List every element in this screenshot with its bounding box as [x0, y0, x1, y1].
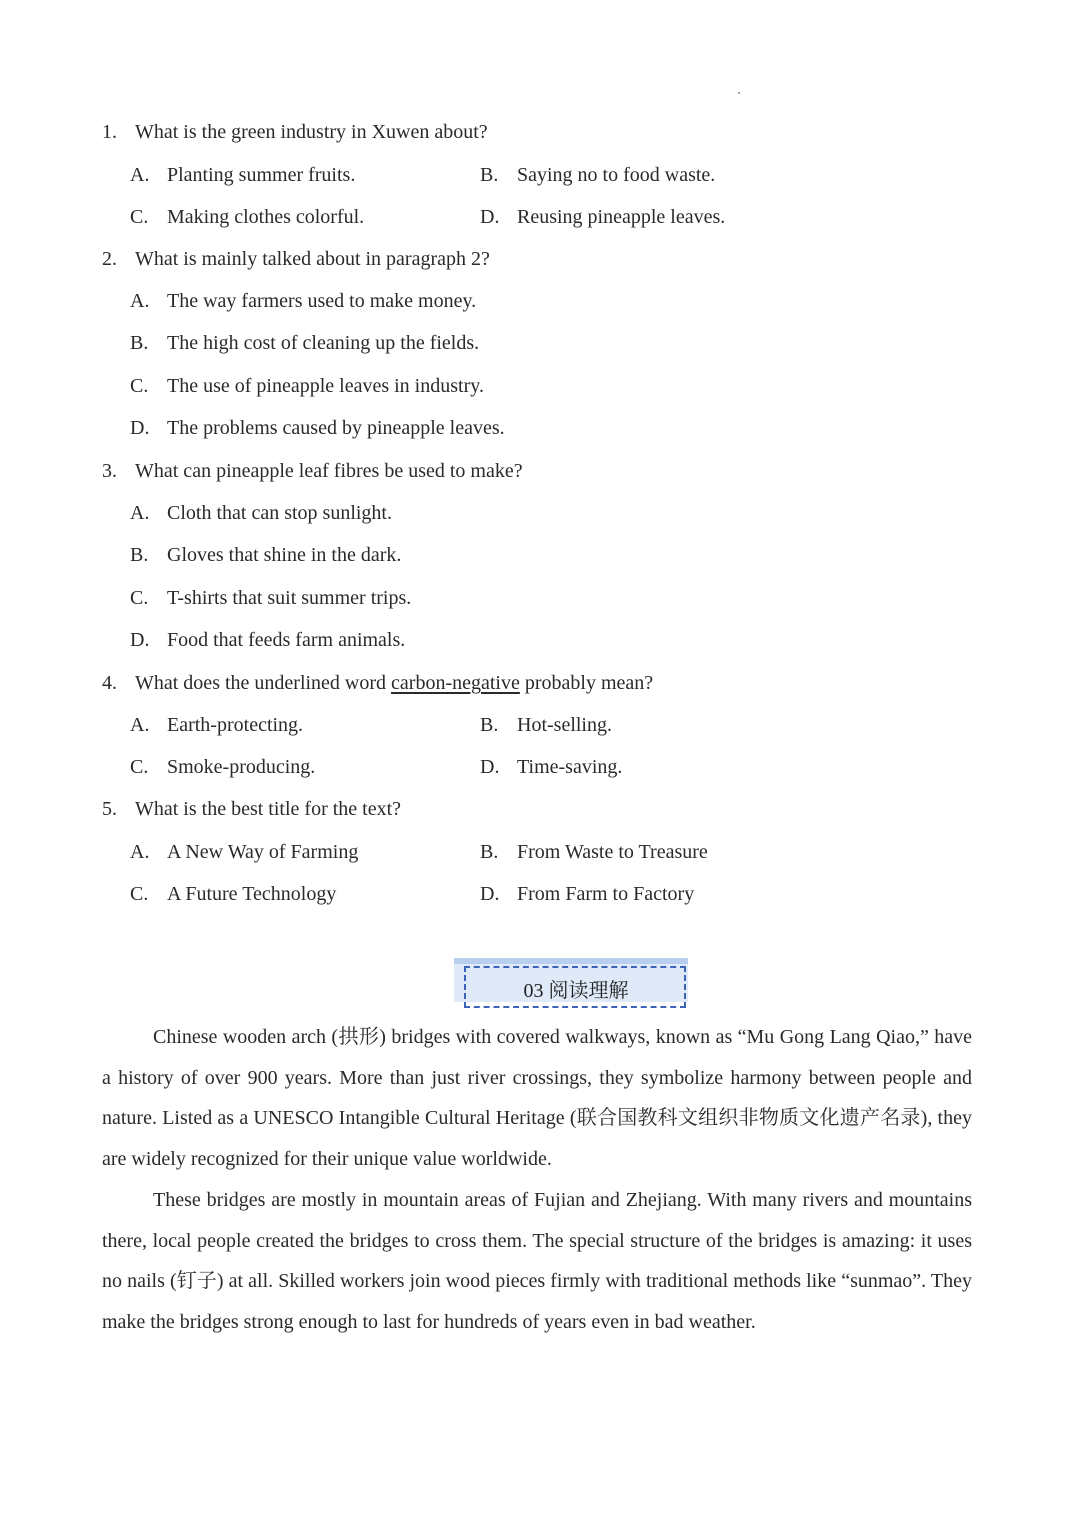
question-3-option-b	[130, 544, 401, 567]
option-text: Saying no to food waste.	[517, 164, 716, 186]
option-letter: D.	[480, 883, 500, 905]
question-4-option-a	[130, 714, 303, 737]
question-2	[102, 248, 490, 271]
question-1-option-d	[480, 206, 725, 229]
question-text-before: What does the underlined word	[135, 672, 392, 694]
option-letter: A.	[130, 841, 150, 863]
question-number: 4.	[102, 672, 117, 694]
underlined-word: carbon-negative	[391, 672, 520, 694]
question-number: 2.	[102, 248, 117, 270]
option-text: Earth-protecting.	[167, 714, 304, 736]
option-letter: C.	[130, 375, 149, 397]
question-text: What is the best title for the text?	[135, 798, 402, 820]
question-5-option-b	[480, 841, 708, 864]
option-letter: C.	[130, 883, 149, 905]
option-letter: D.	[130, 417, 150, 439]
question-1-option-b	[480, 164, 715, 187]
question-4-option-d	[480, 756, 622, 779]
passage-paragraph-2: These bridges are mostly in mountain areas of Fujian and Zhejiang. With many rivers and mountains there, local people created the bridges to cross them. The special structure of the bridges is amazing: it uses no nails (钉子) at all. Skilled workers join wood pieces firmly with traditional methods like “sunmao”. They make the bridges strong enough to last for hundreds of years even in bad weather.	[102, 1189, 972, 1333]
option-text: Gloves that shine in the dark.	[167, 544, 402, 566]
option-text: Food that feeds farm animals.	[167, 629, 406, 651]
option-letter: C.	[130, 756, 149, 778]
option-letter: B.	[130, 544, 149, 566]
option-text: Planting summer fruits.	[167, 164, 356, 186]
question-4-option-b	[480, 714, 612, 737]
question-text: What is the green industry in Xuwen about?	[135, 121, 488, 143]
option-letter: D.	[480, 206, 500, 228]
question-number: 1.	[102, 121, 117, 143]
question-4-option-c	[130, 756, 315, 779]
question-3-option-d	[130, 629, 405, 652]
question-text: What is mainly talked about in paragraph 2?	[135, 248, 490, 270]
option-text: A Future Technology	[167, 883, 337, 905]
question-3-option-a	[130, 502, 392, 525]
option-text: Cloth that can stop sunlight.	[167, 502, 392, 524]
option-letter: B.	[130, 332, 149, 354]
option-letter: A.	[130, 290, 150, 312]
question-3	[102, 460, 523, 483]
question-5-option-d	[480, 883, 694, 906]
option-letter: C.	[130, 206, 149, 228]
option-letter: B.	[480, 164, 499, 186]
question-number: 5.	[102, 798, 117, 820]
question-3-option-c	[130, 587, 411, 610]
option-text: The problems caused by pineapple leaves.	[167, 417, 505, 439]
question-4	[102, 672, 653, 695]
question-2-option-c	[130, 375, 484, 398]
option-text: From Farm to Factory	[517, 883, 695, 905]
option-text: Making clothes colorful.	[167, 206, 365, 228]
option-letter: D.	[130, 629, 150, 651]
option-text: The way farmers used to make money.	[167, 290, 477, 312]
passage-paragraph-1: Chinese wooden arch (拱形) bridges with covered walkways, known as “Mu Gong Lang Qiao,” have a history of over 900 years. More than just river crossings, they symbolize harmony between people and nature. Listed as a UNESCO Intangible Cultural Heritage (联合国教科文组织非物质文化遗产名录), they are widely recognized for their unique value worldwide.	[102, 1026, 972, 1170]
option-text: Time-saving.	[517, 756, 623, 778]
option-text: Smoke-producing.	[167, 756, 316, 778]
option-letter: A.	[130, 502, 150, 524]
option-text: A New Way of Farming	[167, 841, 359, 863]
question-1-option-c	[130, 206, 364, 229]
option-text: T-shirts that suit summer trips.	[167, 587, 412, 609]
option-text: From Waste to Treasure	[517, 841, 708, 863]
option-letter: C.	[130, 587, 149, 609]
option-letter: A.	[130, 164, 150, 186]
option-letter: B.	[480, 714, 499, 736]
question-5-option-c	[130, 883, 336, 906]
question-1-option-a	[130, 164, 355, 187]
option-text: Hot-selling.	[517, 714, 612, 736]
question-1	[102, 121, 488, 144]
question-2-option-a	[130, 290, 476, 313]
option-text: Reusing pineapple leaves.	[517, 206, 726, 228]
section-header-label: 03 阅读理解	[523, 980, 629, 1002]
option-letter: A.	[130, 714, 150, 736]
option-letter: B.	[480, 841, 499, 863]
question-2-option-d	[130, 417, 505, 440]
question-5	[102, 798, 401, 821]
question-5-option-a	[130, 841, 358, 864]
option-text: The high cost of cleaning up the fields.	[167, 332, 480, 354]
scan-speck	[738, 92, 740, 94]
question-number: 3.	[102, 460, 117, 482]
question-text: What can pineapple leaf fibres be used to make?	[135, 460, 523, 482]
question-text-after: probably mean?	[519, 672, 654, 694]
option-text: The use of pineapple leaves in industry.	[167, 375, 484, 397]
question-2-option-b	[130, 332, 479, 355]
section-header	[454, 958, 690, 1010]
option-letter: D.	[480, 756, 500, 778]
